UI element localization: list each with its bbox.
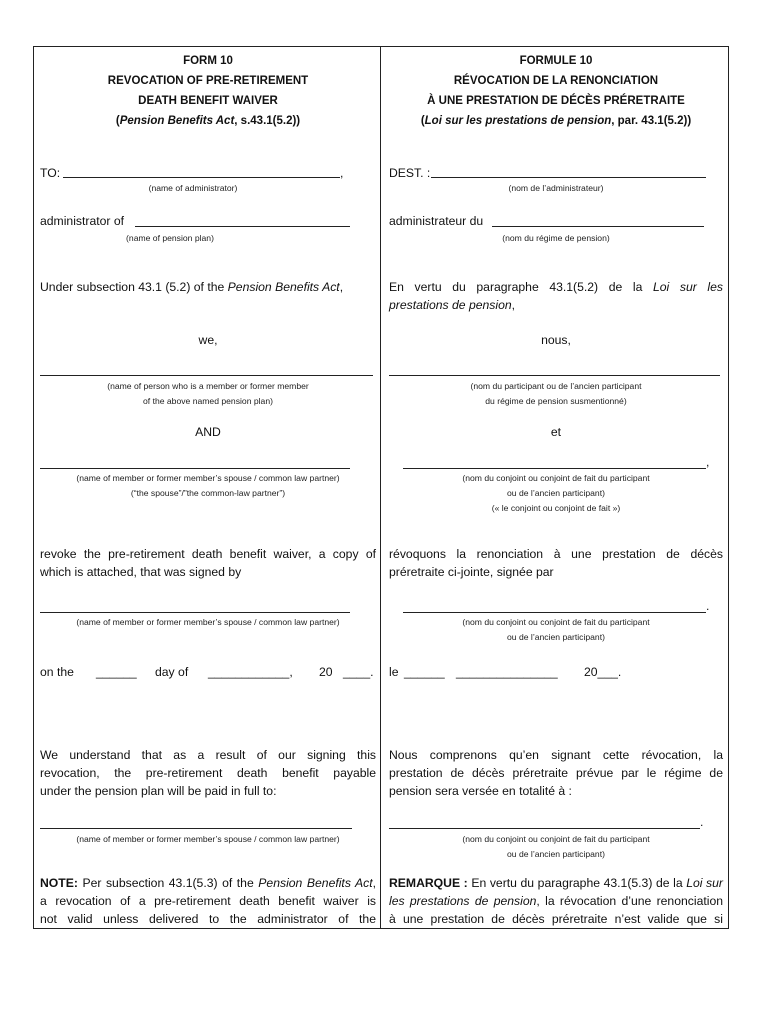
understand-fr-line-3: pension sera versée en totalité à : <box>389 784 572 798</box>
understand-line-2: revocation, the pre-retirement death benefit payable <box>40 766 376 780</box>
paid-to-name-field-fr[interactable] <box>389 828 700 829</box>
to-row <box>40 164 376 182</box>
month-field-fr[interactable]: _______________ <box>456 665 558 679</box>
spouse-name-field-fr[interactable] <box>403 468 706 469</box>
day-field-fr[interactable]: ______ <box>404 665 445 679</box>
pension-plan-name-field[interactable] <box>135 226 350 227</box>
note-fr-line-3: à une prestation de décès préretraite n’est valide que si <box>389 912 723 926</box>
signed-by-caption-fr-1: (nom du conjoint ou conjoint de fait du participant <box>462 617 650 627</box>
subsection-statement-fr-line-1: En vertu du paragraphe 43.1(5.2) de la Loi sur les <box>389 280 723 294</box>
citation-act-name-fr: Loi sur les prestations de pension <box>424 115 612 127</box>
paid-to-name-field[interactable] <box>40 828 352 829</box>
revoke-line-2: which is attached, that was signed by <box>40 565 242 579</box>
paid-to-caption: (name of member or former member’s spouse / common law partner) <box>76 834 340 844</box>
note-fr-line-2: les prestations de pension, la révocation d’une renonciation <box>389 894 723 908</box>
signed-by-name-field-fr[interactable] <box>403 612 706 613</box>
note-line-2: a revocation of a pre-retirement death benefit waiver is <box>40 894 376 908</box>
citation-act-name: Pension Benefits Act <box>119 115 235 127</box>
member-caption-fr-1: (nom du participant ou de l’ancien participant <box>470 381 642 391</box>
pension-plan-name-field-fr[interactable] <box>492 226 704 227</box>
note-fr-line-1: REMARQUE : En vertu du paragraphe 43.1(5.3) de la Loi sur <box>389 876 723 890</box>
form-title-fr-line-2: À UNE PRESTATION DE DÉCÈS PRÉRETRAITE <box>427 95 685 107</box>
month-field[interactable]: ____________, <box>208 665 293 679</box>
administrator-name-field[interactable] <box>63 177 340 178</box>
pension-plan-caption: (name of pension plan) <box>126 233 214 243</box>
english-column <box>40 46 376 929</box>
day-field[interactable]: ______ <box>96 665 137 679</box>
subsection-statement-fr-line-2: prestations de pension, <box>389 298 516 312</box>
form-title-fr-line-1: RÉVOCATION DE LA RENONCIATION <box>453 75 659 87</box>
signed-by-caption: (name of member or former member’s spouse / common law partner) <box>76 617 340 627</box>
paid-to-caption-fr-1: (nom du conjoint ou conjoint de fait du participant <box>462 834 650 844</box>
understand-fr-line-2: prestation de décès préretraite prévue par le régime de <box>389 766 723 780</box>
signed-by-suffix-fr: . <box>706 599 710 613</box>
paid-to-suffix-fr: . <box>700 815 704 829</box>
to-suffix: , <box>340 166 344 180</box>
member-name-field-fr[interactable] <box>389 375 720 376</box>
form-citation: (Pension Benefits Act, s.43.1(5.2)) <box>115 115 301 127</box>
member-name-field[interactable] <box>40 375 373 376</box>
understand-line-1: We understand that as a result of our signing this <box>40 748 376 762</box>
member-caption-1: (name of person who is a member or former member <box>107 381 309 391</box>
spouse-caption-fr-1: (nom du conjoint ou conjoint de fait du participant <box>462 473 650 483</box>
administrator-of-label: administrator of <box>40 214 124 228</box>
revoke-fr-line-2: préretraite ci-jointe, signée par <box>389 565 554 579</box>
spouse-suffix-fr: , <box>706 455 710 469</box>
form-number-fr: FORMULE 10 <box>519 55 593 67</box>
note-label: NOTE: <box>40 876 78 890</box>
revoke-fr-line-1: révoquons la renonciation à une prestation de décès <box>389 547 723 561</box>
day-of-label: day of <box>155 665 189 679</box>
revoke-line-1: revoke the pre-retirement death benefit waiver, a copy of <box>40 547 376 561</box>
dest-label: DEST. : <box>389 166 431 180</box>
administrator-name-field-fr[interactable] <box>431 177 706 178</box>
spouse-caption-fr-3: (« le conjoint ou conjoint de fait ») <box>491 503 621 513</box>
form-title-line-1: REVOCATION OF PRE-RETIREMENT <box>107 75 309 87</box>
spouse-name-field[interactable] <box>40 468 350 469</box>
administrator-caption: (name of administrator) <box>148 183 238 193</box>
form-title-line-2: DEATH BENEFIT WAIVER <box>138 95 278 107</box>
note-label-fr: REMARQUE : <box>389 876 468 890</box>
form-number: FORM 10 <box>183 55 233 67</box>
column-divider <box>380 46 381 929</box>
french-column <box>389 46 723 929</box>
paid-to-caption-fr-2: ou de l’ancien participant) <box>507 849 605 859</box>
year-field[interactable]: ____. <box>343 665 374 679</box>
understand-line-3: under the pension plan will be paid in full to: <box>40 784 277 798</box>
administrator-du-label: administrateur du <box>389 214 484 228</box>
signed-by-name-field[interactable] <box>40 612 350 613</box>
note-line-1: NOTE: Per subsection 43.1(5.3) of the Pension Benefits Act, <box>40 876 377 890</box>
and-label: AND <box>195 425 221 439</box>
et-label: et <box>550 425 562 439</box>
to-label: TO: <box>40 166 61 180</box>
understand-fr-line-1: Nous comprenons qu’en signant cette révocation, la <box>389 748 723 762</box>
member-caption-2: of the above named pension plan) <box>143 396 273 406</box>
pension-plan-caption-fr: (nom du régime de pension) <box>502 233 610 243</box>
subsection-statement: Under subsection 43.1 (5.2) of the Pension Benefits Act, <box>40 280 344 294</box>
we-label: we, <box>198 333 218 347</box>
spouse-caption-fr-2: ou de l’ancien participant) <box>507 488 605 498</box>
date-le-label: le <box>389 665 399 679</box>
form-citation-fr: (Loi sur les prestations de pension, par. 43.1(5.2)) <box>420 115 692 127</box>
spouse-caption-1: (name of member or former member’s spouse / common law partner) <box>76 473 340 483</box>
year-prefix: 20 <box>319 665 333 679</box>
administrator-caption-fr: (nom de l’administrateur) <box>508 183 604 193</box>
member-caption-fr-2: du régime de pension susmentionné) <box>485 396 627 406</box>
year-field-fr[interactable]: 20___. <box>584 665 622 679</box>
nous-label: nous, <box>541 333 571 347</box>
note-line-3: not valid unless delivered to the administrator of the <box>40 912 376 926</box>
signed-by-caption-fr-2: ou de l’ancien participant) <box>507 632 605 642</box>
spouse-caption-2: (“the spouse”/”the common-law partner”) <box>130 488 286 498</box>
on-the-label: on the <box>40 665 74 679</box>
